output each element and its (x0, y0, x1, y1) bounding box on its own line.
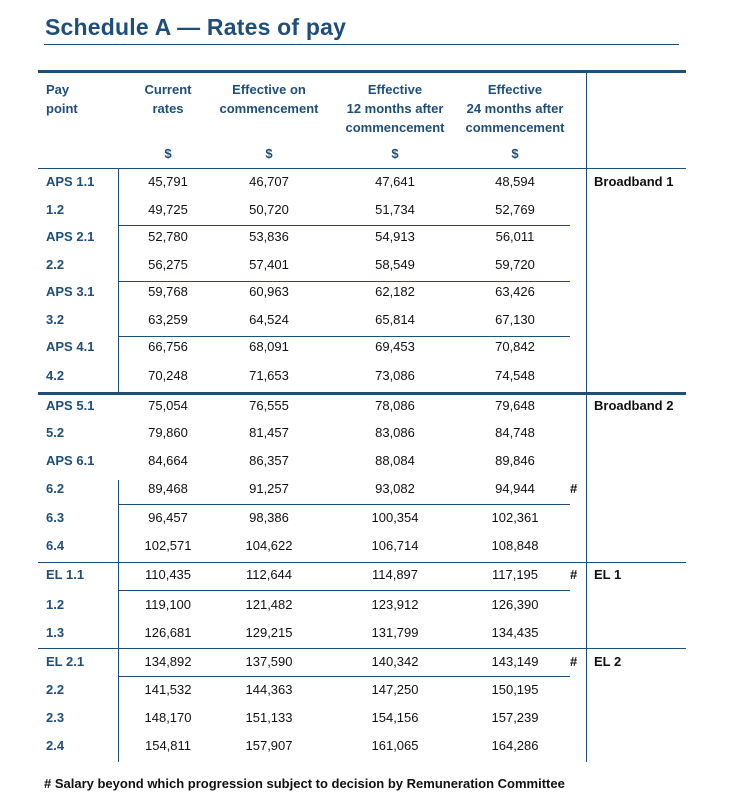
pay-point-label: APS 6.1 (46, 453, 95, 468)
pay-point-label: 6.4 (46, 538, 65, 553)
rate-cell-eff-commence: 60,963 (249, 284, 289, 299)
table-rule (118, 590, 570, 591)
progression-marker: # (570, 654, 578, 669)
rate-cell-eff-24: 84,748 (495, 425, 535, 440)
header-eff-12 (332, 80, 458, 137)
rate-cell-eff-24: 63,426 (495, 284, 535, 299)
rate-cell-eff-12: 123,912 (371, 597, 419, 612)
table-rule (118, 281, 570, 282)
band-label: Broadband 2 (594, 398, 674, 413)
rate-cell-eff-commence: 91,257 (249, 481, 289, 496)
table-rule (118, 676, 570, 677)
header-bottom-rule (38, 168, 686, 169)
rate-cell-eff-24: 108,848 (491, 538, 539, 553)
rate-cell-current: 79,860 (148, 425, 188, 440)
rate-cell-eff-commence: 76,555 (249, 398, 289, 413)
header-pay-point-line2: point (46, 101, 78, 116)
rate-cell-eff-24: 56,011 (495, 229, 535, 244)
page-title: Schedule A — Rates of pay (45, 14, 347, 40)
column-divider (586, 168, 587, 564)
rate-cell-eff-commence: 64,524 (249, 312, 289, 327)
rate-cell-eff-24: 59,720 (495, 257, 535, 272)
rate-cell-eff-12: 100,354 (371, 510, 419, 525)
rate-cell-eff-commence: 112,644 (245, 567, 293, 582)
footnote: # Salary beyond which progression subject to decision by Remuneration Committee (44, 776, 565, 791)
pay-point-label: APS 2.1 (46, 229, 95, 244)
rate-cell-eff-24: 89,846 (495, 453, 535, 468)
rate-cell-eff-24: 164,286 (491, 738, 539, 753)
header-eff-12-line3: commencement (345, 120, 445, 135)
rate-cell-current: 110,435 (144, 567, 192, 582)
rate-cell-eff-12: 147,250 (371, 682, 419, 697)
rate-cell-current: 134,892 (144, 654, 192, 669)
rate-cell-current: 154,811 (144, 738, 192, 753)
header-eff-commence (206, 80, 332, 118)
rate-cell-eff-12: 140,342 (371, 654, 419, 669)
rate-cell-eff-12: 83,086 (375, 425, 415, 440)
column-divider (586, 648, 587, 762)
header-eff-24-line3: commencement (465, 120, 565, 135)
band-label: EL 1 (594, 567, 622, 582)
rate-cell-eff-commence: 137,590 (245, 654, 293, 669)
pay-point-label: 5.2 (46, 425, 65, 440)
rate-cell-eff-24: 134,435 (491, 625, 539, 640)
rate-cell-eff-commence: 121,482 (245, 597, 293, 612)
rate-cell-eff-commence: 98,386 (249, 510, 289, 525)
pay-point-label: 3.2 (46, 312, 65, 327)
pay-point-label: EL 2.1 (46, 654, 85, 669)
pay-point-label: 1.3 (46, 625, 65, 640)
rate-cell-eff-commence: 50,720 (249, 202, 289, 217)
pay-point-label: EL 1.1 (46, 567, 85, 582)
rate-cell-eff-24: 48,594 (495, 174, 535, 189)
rate-cell-eff-commence: 157,907 (245, 738, 293, 753)
pay-point-label: APS 5.1 (46, 398, 95, 413)
rate-cell-eff-12: 62,182 (375, 284, 415, 299)
column-divider (118, 168, 119, 392)
header-pay-point (46, 80, 116, 118)
header-eff-24-line2: 24 months after (466, 101, 564, 116)
band-label: EL 2 (594, 654, 622, 669)
table-rule (38, 562, 686, 563)
rate-cell-current: 141,532 (144, 682, 192, 697)
pay-point-label: APS 1.1 (46, 174, 95, 189)
pay-point-label: APS 3.1 (46, 284, 95, 299)
pay-point-label: 6.3 (46, 510, 65, 525)
currency-current: $ (164, 146, 172, 161)
header-eff-24-line1: Effective (487, 82, 543, 97)
rate-cell-current: 119,100 (144, 597, 192, 612)
rate-cell-eff-12: 51,734 (375, 202, 415, 217)
header-current-line1: Current (144, 82, 192, 97)
band-label: Broadband 1 (594, 174, 674, 189)
rate-cell-eff-12: 131,799 (371, 625, 419, 640)
rate-cell-eff-24: 143,149 (491, 654, 539, 669)
header-eff-12-line1: Effective (367, 82, 423, 97)
table-rule (118, 225, 570, 226)
rate-cell-current: 126,681 (144, 625, 192, 640)
pay-point-label: 4.2 (46, 368, 65, 383)
rate-cell-eff-24: 157,239 (491, 710, 539, 725)
header-eff-12-line2: 12 months after (346, 101, 444, 116)
rate-cell-current: 70,248 (148, 368, 188, 383)
rate-cell-eff-24: 67,130 (495, 312, 535, 327)
rate-cell-current: 89,468 (148, 481, 188, 496)
progression-marker: # (570, 481, 578, 496)
currency-eff-12: $ (391, 146, 399, 161)
rate-cell-eff-12: 69,453 (375, 339, 415, 354)
pay-point-label: 2.3 (46, 710, 65, 725)
pay-point-label: 2.2 (46, 682, 65, 697)
progression-marker: # (570, 567, 578, 582)
rates-table (38, 70, 688, 765)
rate-cell-eff-12: 114,897 (371, 567, 419, 582)
rate-cell-eff-commence: 57,401 (249, 257, 289, 272)
rate-cell-eff-commence: 151,133 (245, 710, 293, 725)
pay-point-label: 2.2 (46, 257, 65, 272)
table-rule (118, 504, 570, 505)
header-current (118, 80, 218, 118)
header-eff-commence-line2: commencement (219, 101, 319, 116)
rate-cell-eff-12: 93,082 (375, 481, 415, 496)
rate-cell-eff-12: 161,065 (371, 738, 419, 753)
rate-cell-eff-12: 73,086 (375, 368, 415, 383)
header-eff-commence-line1: Effective on (232, 82, 306, 97)
rate-cell-eff-12: 58,549 (375, 257, 415, 272)
rate-cell-eff-commence: 68,091 (249, 339, 289, 354)
rate-cell-current: 45,791 (148, 174, 188, 189)
header-current-line2: rates (152, 101, 184, 116)
rate-cell-current: 84,664 (148, 453, 188, 468)
rate-cell-current: 52,780 (148, 229, 188, 244)
rate-cell-eff-24: 70,842 (495, 339, 535, 354)
rate-cell-eff-24: 117,195 (491, 567, 539, 582)
pay-point-label: APS 4.1 (46, 339, 95, 354)
pay-point-label: 1.2 (46, 202, 65, 217)
rate-cell-eff-12: 106,714 (371, 538, 419, 553)
rate-cell-eff-commence: 129,215 (245, 625, 293, 640)
rate-cell-current: 63,259 (148, 312, 188, 327)
rate-cell-current: 59,768 (148, 284, 188, 299)
rate-cell-eff-12: 65,814 (375, 312, 415, 327)
header-eff-24 (452, 80, 578, 137)
pay-point-label: 1.2 (46, 597, 65, 612)
column-divider (586, 562, 587, 648)
header-pay-point-line1: Pay (46, 82, 70, 97)
rate-cell-current: 66,756 (148, 339, 188, 354)
table-rule (38, 392, 686, 395)
rate-cell-eff-commence: 81,457 (249, 425, 289, 440)
rate-cell-eff-24: 150,195 (491, 682, 539, 697)
rate-cell-eff-commence: 86,357 (249, 453, 289, 468)
rate-cell-eff-12: 47,641 (375, 174, 415, 189)
rate-cell-eff-24: 94,944 (495, 481, 535, 496)
table-rule (38, 648, 686, 649)
rate-cell-current: 148,170 (144, 710, 192, 725)
rate-cell-eff-commence: 144,363 (245, 682, 293, 697)
rate-cell-eff-commence: 46,707 (249, 174, 289, 189)
rate-cell-eff-24: 52,769 (495, 202, 535, 217)
pay-point-label: 2.4 (46, 738, 65, 753)
rate-cell-eff-12: 88,084 (375, 453, 415, 468)
currency-eff-commence: $ (265, 146, 273, 161)
band-column-divider (586, 72, 587, 168)
rate-cell-current: 96,457 (148, 510, 188, 525)
rate-cell-eff-24: 74,548 (495, 368, 535, 383)
table-top-rule (38, 70, 686, 73)
rate-cell-eff-24: 79,648 (495, 398, 535, 413)
rate-cell-eff-commence: 71,653 (249, 368, 289, 383)
rate-cell-eff-commence: 104,622 (245, 538, 293, 553)
currency-eff-24: $ (511, 146, 519, 161)
rate-cell-eff-12: 154,156 (371, 710, 419, 725)
rate-cell-eff-12: 78,086 (375, 398, 415, 413)
pay-point-label: 6.2 (46, 481, 65, 496)
table-rule (118, 336, 570, 337)
rate-cell-eff-24: 102,361 (491, 510, 539, 525)
column-divider (118, 480, 119, 762)
rate-cell-current: 49,725 (148, 202, 188, 217)
rate-cell-current: 56,275 (148, 257, 188, 272)
rate-cell-eff-commence: 53,836 (249, 229, 289, 244)
title-rule (44, 44, 679, 45)
rate-cell-current: 75,054 (148, 398, 188, 413)
rate-cell-current: 102,571 (144, 538, 192, 553)
rate-cell-eff-24: 126,390 (491, 597, 539, 612)
rate-cell-eff-12: 54,913 (375, 229, 415, 244)
